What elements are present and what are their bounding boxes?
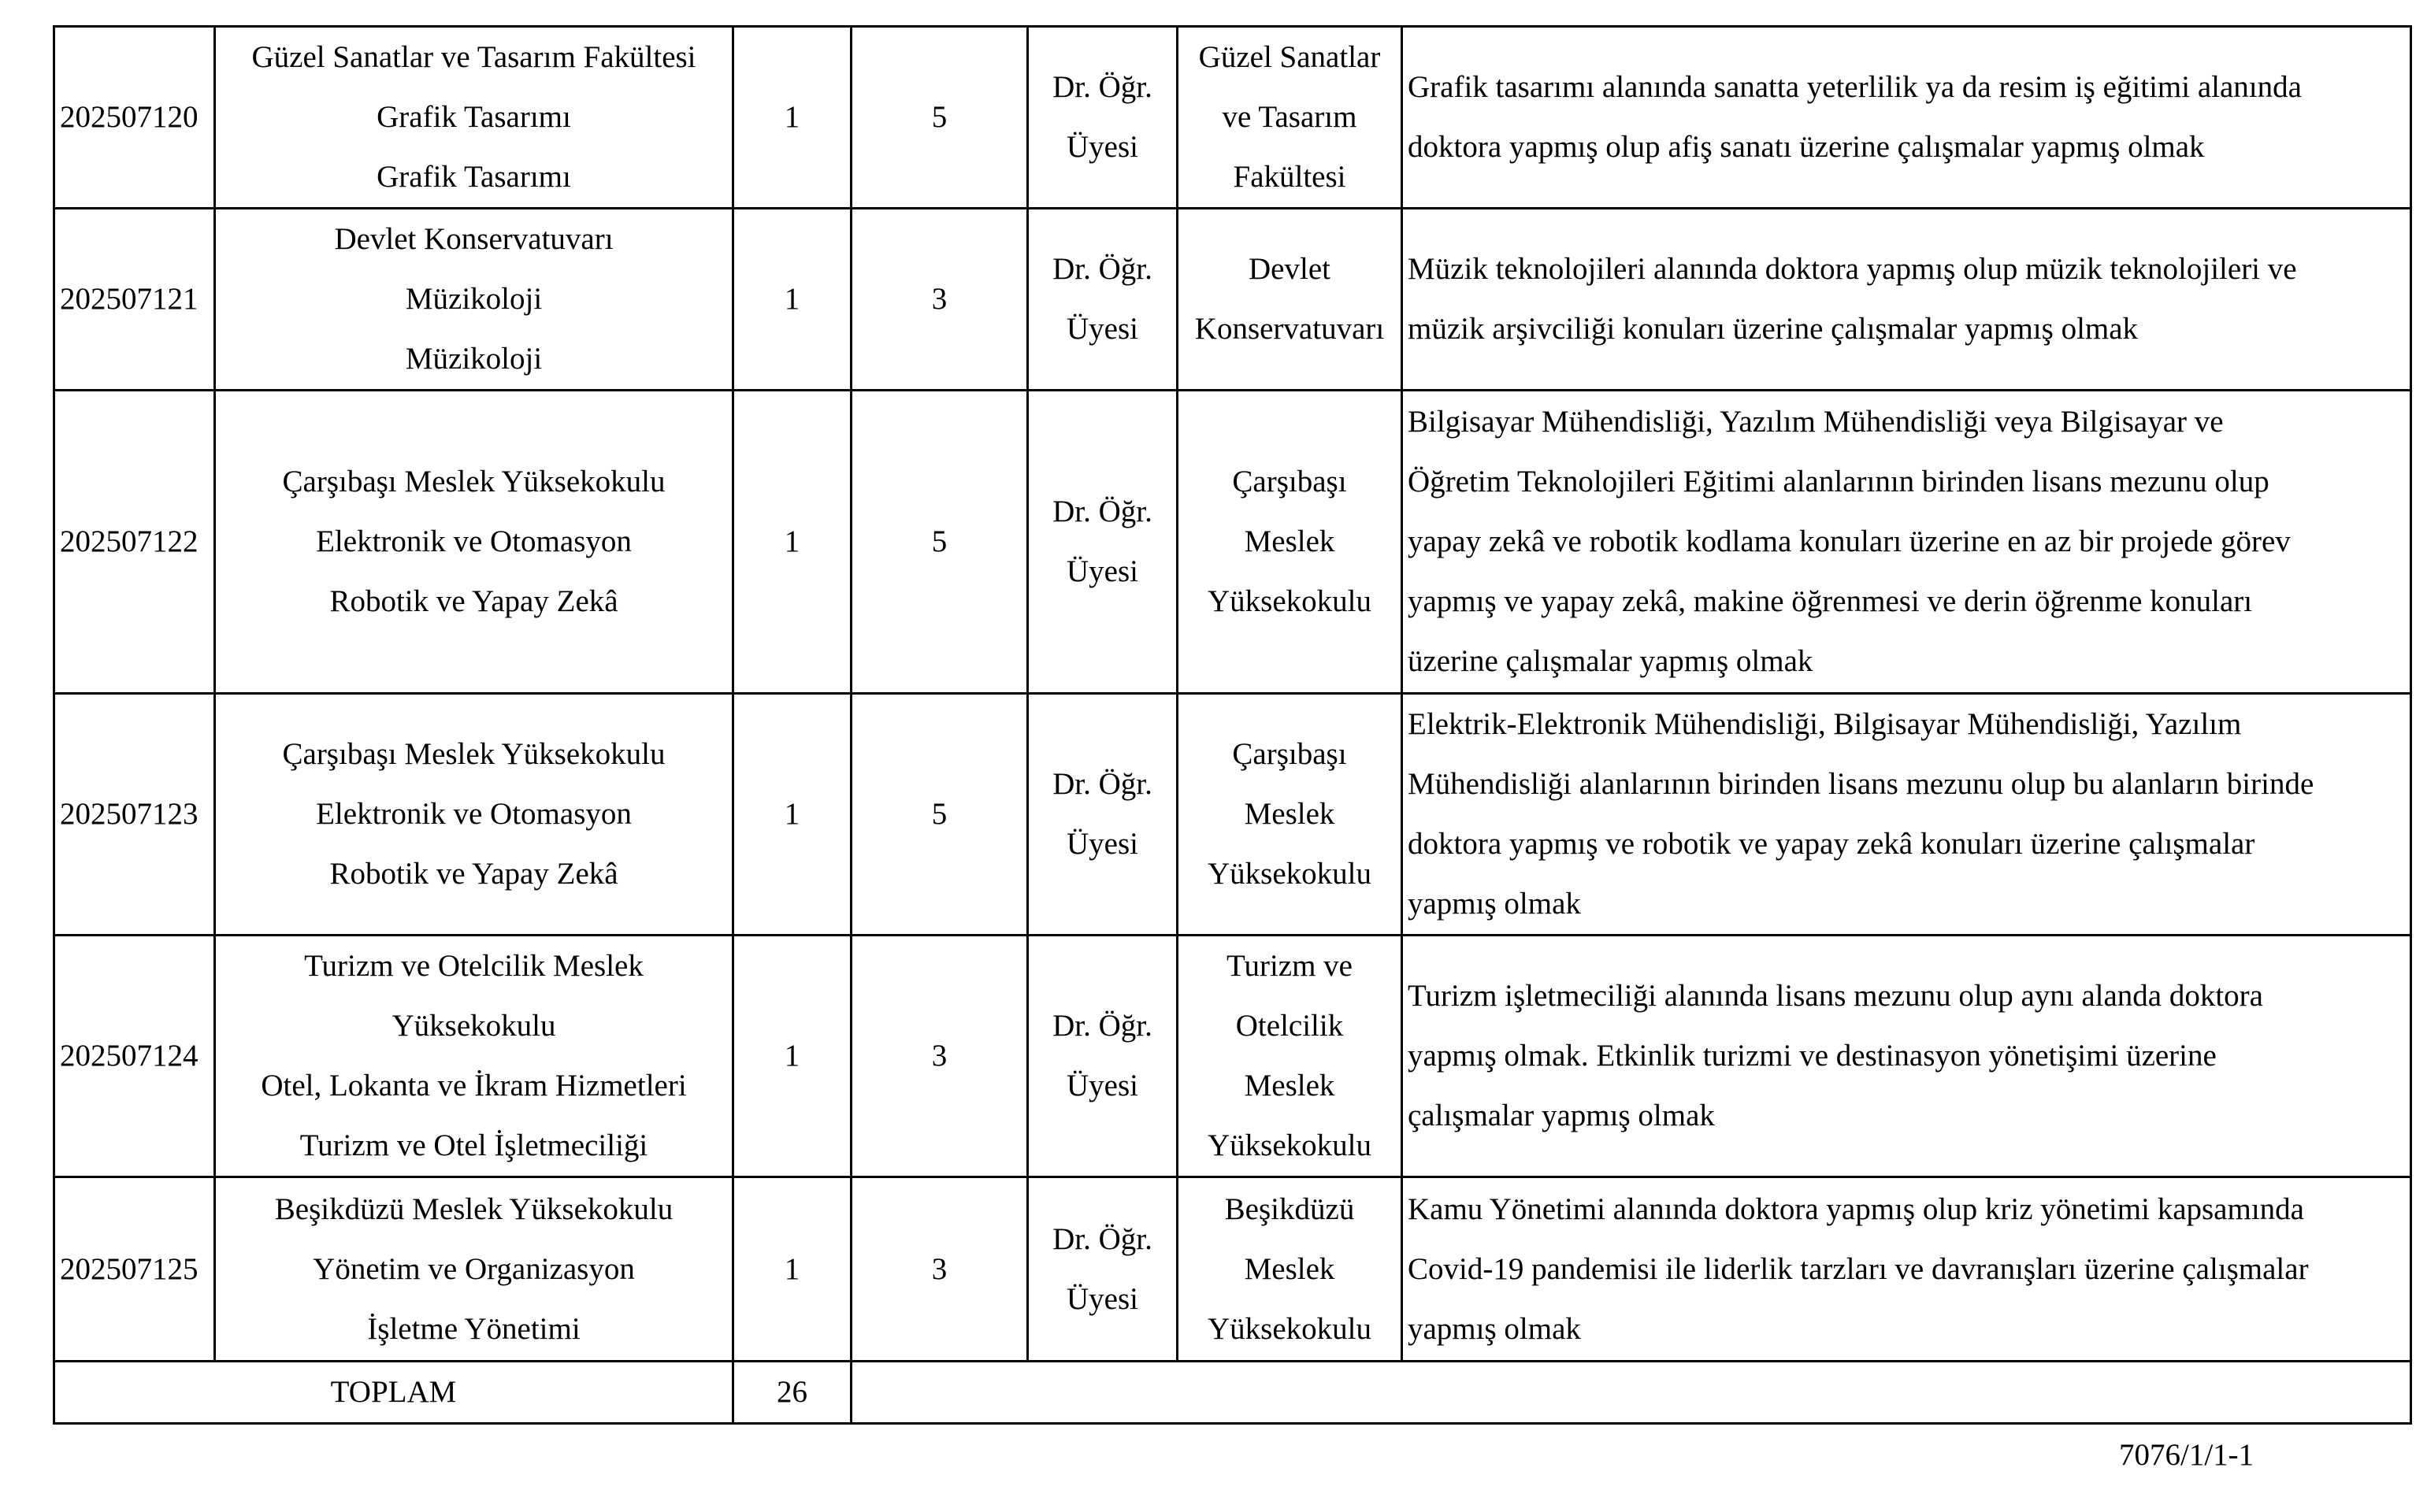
faculty (1178, 1177, 1402, 1362)
requirements-line: çalışmalar yapmış olmak (1408, 1099, 1715, 1132)
faculty-line: Yüksekokulu (1208, 584, 1371, 618)
faculty-line: Yüksekokulu (1208, 857, 1371, 891)
requirements (1402, 1177, 2411, 1362)
academic-title-line: Dr. Öğr. (1052, 252, 1152, 286)
position-code: 202507125 (54, 1177, 215, 1362)
points: 5 (852, 694, 1028, 936)
requirements (1402, 209, 2411, 391)
requirements-line: Covid-19 pandemisi ile liderlik tarzları ve davranışları üzerine çalışmalar (1408, 1251, 2309, 1286)
requirements (1402, 391, 2411, 694)
unit-department-program-line: Müzikoloji (405, 342, 543, 376)
requirements-line: yapmış olmak (1408, 887, 1581, 921)
faculty-line: Meslek (1244, 524, 1335, 558)
academic-title-line: Dr. Öğr. (1052, 495, 1152, 528)
unit-department-program (215, 936, 733, 1177)
unit-department-program-line: Yüksekokulu (392, 1009, 556, 1043)
unit-department-program-line: Robotik ve Yapay Zekâ (329, 857, 618, 891)
position-count: 1 (733, 1177, 852, 1362)
position-count: 1 (733, 27, 852, 209)
position-count: 1 (733, 209, 852, 391)
table-row (54, 209, 2411, 391)
faculty (1178, 694, 1402, 936)
faculty-line: Turizm ve (1226, 949, 1353, 983)
academic-title (1028, 27, 1178, 209)
faculty-line: Güzel Sanatlar (1198, 40, 1381, 74)
requirements (1402, 936, 2411, 1177)
page-reference: 7076/1/1-1 (2119, 1438, 2254, 1472)
table-row (54, 27, 2411, 209)
table-row (54, 936, 2411, 1177)
unit-department-program-line: Grafik Tasarımı (377, 100, 571, 134)
unit-department-program-line: Turizm ve Otelcilik Meslek (304, 949, 644, 983)
faculty-line: Otelcilik (1235, 1009, 1344, 1043)
academic-title (1028, 209, 1178, 391)
requirements-line: Öğretim Teknolojileri Eğitimi alanlarının birinden lisans mezunu olup (1408, 465, 2269, 498)
faculty-line: Yüksekokulu (1208, 1311, 1371, 1346)
unit-department-program-line: Güzel Sanatlar ve Tasarım Fakültesi (251, 40, 696, 74)
requirements-line: yapmış olmak. Etkinlik turizmi ve destinasyon yönetişimi üzerine (1408, 1039, 2217, 1073)
requirements-line: Bilgisayar Mühendisliği, Yazılım Mühendisliği veya Bilgisayar ve (1408, 405, 2224, 439)
unit-department-program-line: Grafik Tasarımı (377, 160, 571, 194)
unit-department-program-line: Elektronik ve Otomasyon (316, 797, 632, 831)
requirements-line: yapmış olmak (1408, 1311, 1581, 1346)
faculty-line: Meslek (1244, 797, 1335, 831)
academic-title (1028, 391, 1178, 694)
unit-department-program-line: Robotik ve Yapay Zekâ (329, 584, 618, 618)
unit-department-program-line: Otel, Lokanta ve İkram Hizmetleri (261, 1069, 687, 1102)
academic-title (1028, 694, 1178, 936)
position-code: 202507124 (54, 936, 215, 1177)
unit-department-program-line: Elektronik ve Otomasyon (316, 524, 632, 558)
requirements-line: Müzik teknolojileri alanında doktora yapmış olup müzik teknolojileri ve (1408, 252, 2297, 286)
unit-department-program (215, 694, 733, 936)
academic-title-line: Üyesi (1067, 1069, 1138, 1102)
position-code: 202507120 (54, 27, 215, 209)
requirements-line: müzik arşivciliği konuları üzerine çalışmalar yapmış olmak (1408, 312, 2139, 346)
unit-department-program (215, 209, 733, 391)
requirements-line: Mühendisliği alanlarının birinden lisans mezunu olup bu alanların birinde (1408, 767, 2314, 801)
faculty-line: Fakültesi (1233, 160, 1346, 194)
requirements-line: Elektrik-Elektronik Mühendisliği, Bilgisayar Mühendisliği, Yazılım (1408, 707, 2242, 741)
position-count: 1 (733, 694, 852, 936)
position-code: 202507123 (54, 694, 215, 936)
unit-department-program (215, 391, 733, 694)
requirements (1402, 27, 2411, 209)
faculty-line: Beşikdüzü (1224, 1191, 1355, 1226)
faculty-line: ve Tasarım (1222, 100, 1357, 134)
faculty-line: Çarşıbaşı (1232, 465, 1347, 498)
unit-department-program-line: Devlet Konservatuvarı (334, 222, 614, 256)
unit-department-program-line: Çarşıbaşı Meslek Yüksekokulu (282, 465, 666, 498)
requirements-line: Grafik tasarımı alanında sanatta yeterlilik ya da resim iş eğitimi alanında (1408, 70, 2302, 104)
position-count: 1 (733, 391, 852, 694)
academic-title-line: Dr. Öğr. (1052, 70, 1152, 104)
requirements-line: yapay zekâ ve robotik kodlama konuları üzerine en az bir projede görev (1408, 524, 2291, 558)
faculty (1178, 391, 1402, 694)
points: 3 (852, 1177, 1028, 1362)
points: 3 (852, 209, 1028, 391)
academic-title-line: Üyesi (1067, 554, 1138, 588)
points: 5 (852, 391, 1028, 694)
faculty-line: Meslek (1244, 1251, 1335, 1286)
unit-department-program (215, 1177, 733, 1362)
unit-department-program-line: Beşikdüzü Meslek Yüksekokulu (274, 1191, 674, 1226)
unit-department-program-line: Çarşıbaşı Meslek Yüksekokulu (282, 737, 666, 771)
table-row (54, 391, 2411, 694)
total-value: 26 (733, 1362, 852, 1424)
total-label: TOPLAM (54, 1362, 733, 1424)
faculty-line: Konservatuvarı (1194, 312, 1385, 346)
faculty-line: Meslek (1244, 1069, 1335, 1102)
requirements-line: üzerine çalışmalar yapmış olmak (1408, 644, 1813, 678)
faculty-line: Çarşıbaşı (1232, 737, 1347, 771)
points: 5 (852, 27, 1028, 209)
requirements-line: Kamu Yönetimi alanında doktora yapmış olup kriz yönetimi kapsamında (1408, 1191, 2304, 1226)
academic-title-line: Dr. Öğr. (1052, 1009, 1152, 1043)
table-row (54, 694, 2411, 936)
unit-department-program-line: Yönetim ve Organizasyon (313, 1251, 635, 1286)
academic-title-line: Üyesi (1067, 827, 1138, 861)
positions-table (53, 25, 2412, 1425)
academic-title-line: Üyesi (1067, 1281, 1138, 1316)
requirements-line: doktora yapmış ve robotik ve yapay zekâ konuları üzerine çalışmalar (1408, 827, 2255, 861)
unit-department-program-line: Turizm ve Otel İşletmeciliği (299, 1128, 648, 1162)
position-code: 202507122 (54, 391, 215, 694)
academic-title (1028, 1177, 1178, 1362)
faculty (1178, 209, 1402, 391)
requirements (1402, 694, 2411, 936)
unit-department-program (215, 27, 733, 209)
position-count: 1 (733, 936, 852, 1177)
academic-title-line: Üyesi (1067, 312, 1138, 346)
faculty-line: Yüksekokulu (1208, 1128, 1371, 1162)
faculty (1178, 27, 1402, 209)
academic-title-line: Üyesi (1067, 130, 1138, 164)
faculty (1178, 936, 1402, 1177)
faculty-line: Devlet (1249, 252, 1330, 286)
table-row (54, 1177, 2411, 1362)
academic-title (1028, 936, 1178, 1177)
academic-title-line: Dr. Öğr. (1052, 767, 1152, 801)
unit-department-program-line: İşletme Yönetimi (367, 1311, 581, 1346)
total-row (54, 1362, 2411, 1424)
requirements-line: doktora yapmış olup afiş sanatı üzerine çalışmalar yapmış olmak (1408, 130, 2205, 164)
points: 3 (852, 936, 1028, 1177)
position-code: 202507121 (54, 209, 215, 391)
total-empty (852, 1362, 2411, 1424)
requirements-line: yapmış ve yapay zekâ, makine öğrenmesi ve derin öğrenme konuları (1408, 584, 2253, 618)
academic-title-line: Dr. Öğr. (1052, 1221, 1152, 1256)
unit-department-program-line: Müzikoloji (405, 282, 543, 316)
requirements-line: Turizm işletmeciliği alanında lisans mezunu olup aynı alanda doktora (1408, 979, 2263, 1013)
